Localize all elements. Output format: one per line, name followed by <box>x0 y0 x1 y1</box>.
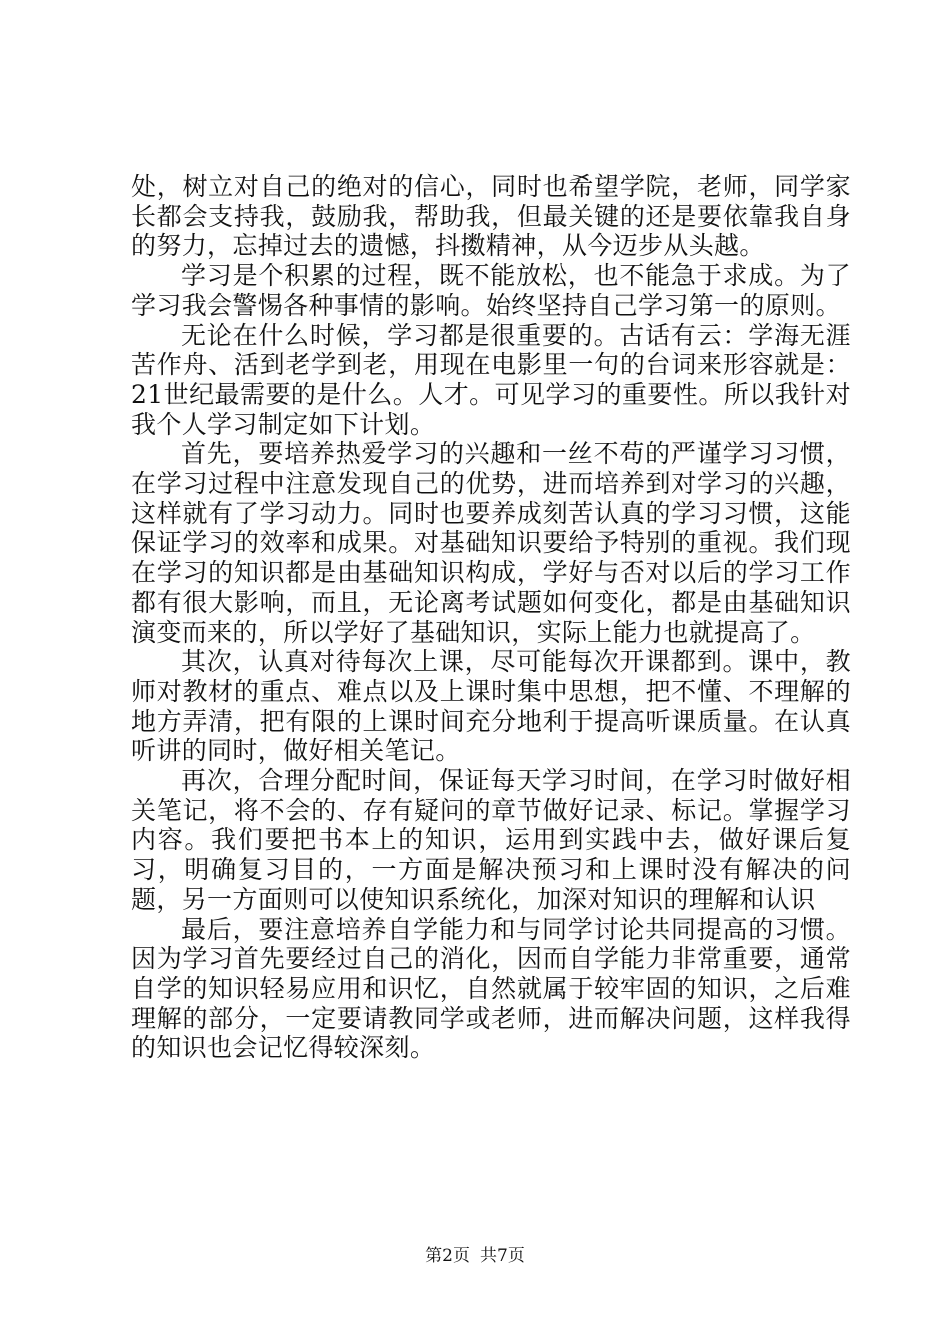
paragraph-second: 其次，认真对待每次上课，尽可能每次开课都到。课中，教师对教材的重点、难点以及上课时集中思想，把不懂、不理解的地方弄清，把有限的上课时间充分地利于提高听课质量。在认真听讲的同时，做好相关笔记。 <box>131 647 851 766</box>
paragraph-accumulation: 学习是个积累的过程，既不能放松，也不能急于求成。为了学习我会警惕各种事情的影响。始终坚持自己学习第一的原则。 <box>131 261 851 320</box>
page-total: 共7页 <box>480 1246 525 1266</box>
page-footer <box>0 1246 950 1266</box>
document-body <box>131 172 851 1063</box>
paragraph-third: 再次，合理分配时间，保证每天学习时间，在学习时做好相关笔记，将不会的、存有疑问的章节做好记录、标记。掌握学习内容。我们要把书本上的知识，运用到实践中去，做好课后复习，明确复习目的，一方面是解决预习和上课时没有解决的问题，另一方面则可以使知识系统化，加深对知识的理解和认识 <box>131 766 851 914</box>
page-number: 第2页 <box>425 1246 470 1266</box>
paragraph-continued: 处，树立对自己的绝对的信心，同时也希望学院，老师，同学家长都会支持我，鼓励我，帮助我，但最关键的还是要依靠我自身的努力，忘掉过去的遗憾，抖擞精神，从今迈步从头越。 <box>131 172 851 261</box>
paragraph-finally: 最后，要注意培养自学能力和与同学讨论共同提高的习惯。因为学习首先要经过自己的消化，因而自学能力非常重要，通常自学的知识轻易应用和识忆，自然就属于较牢固的知识，之后难理解的部分，一定要请教同学或老师，进而解决问题，这样我得的知识也会记忆得较深刻。 <box>131 914 851 1063</box>
paragraph-first: 首先，要培养热爱学习的兴趣和一丝不苟的严谨学习习惯，在学习过程中注意发现自己的优势，进而培养到对学习的兴趣，这样就有了学习动力。同时也要养成刻苦认真的学习习惯，这能保证学习的效率和成果。对基础知识要给予特别的重视。我们现在学习的知识都是由基础知识构成，学好与否对以后的学习工作都有很大影响，而且，无论离考试题如何变化，都是由基础知识演变而来的，所以学好了基础知识，实际上能力也就提高了。 <box>131 439 851 647</box>
paragraph-importance: 无论在什么时候，学习都是很重要的。古话有云：学海无涯苦作舟、活到老学到老，用现在电影里一句的台词来形容就是：21世纪最需要的是什么。人才。可见学习的重要性。所以我针对我个人学习制定如下计划。 <box>131 320 851 439</box>
